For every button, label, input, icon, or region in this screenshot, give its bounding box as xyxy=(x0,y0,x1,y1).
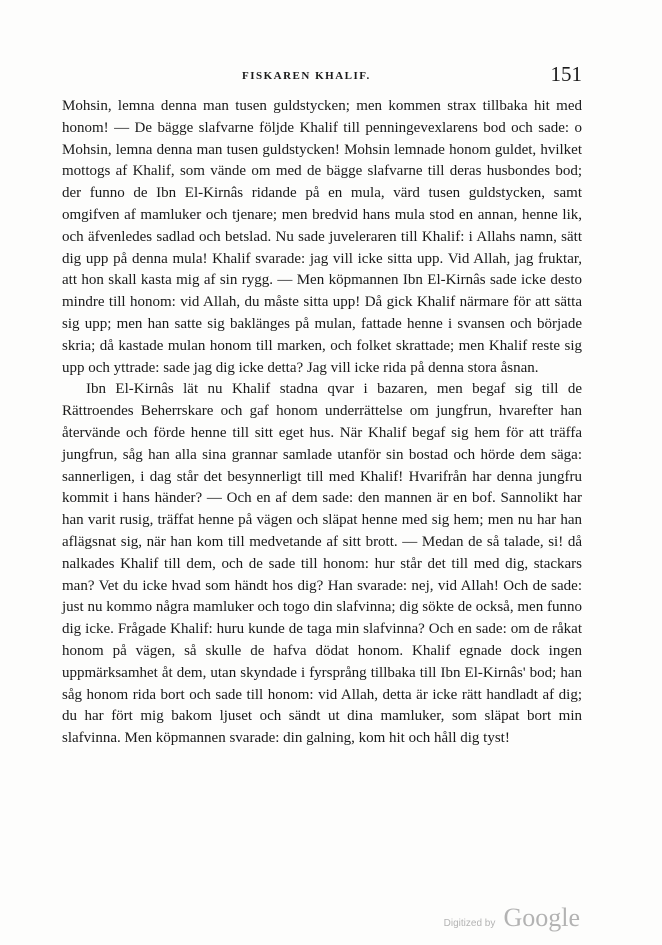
page-number: 151 xyxy=(550,62,582,86)
running-title: FISKAREN KHALIF. xyxy=(242,70,371,82)
running-head xyxy=(62,62,582,88)
paragraph: Mohsin, lemna denna man tusen guldstycken; men kommen strax tillbaka hit med honom! — De bägge slafvarne följde Khalif till penningevexlarens bod och sade: o Mohsin, lemna denna man tusen guldstycken! Mohsin lemnade honom guldet, hvilket mottogs af Khalif, som vände om med de bägge slafvarne till deras husbondes bod; der funno de Ibn El-Kirnâs ridande på en mula, värd tusen guldstycken, samt omgifven af mamluker och tjenare; men bredvid hans mula stod en annan, henne lik, och äfvenledes sadlad och betslad. Nu sade juveleraren till Khalif: i Allahs namn, sätt dig upp på denna mula! Khalif svarade: jag vill icke sitta upp. Vid Allah, jag fruktar, att hon skall kasta mig af sin rygg. — Men köpmannen Ibn El-Kirnâs sade icke desto mindre till honom: vid Allah, du måste sitta upp! Då gick Khalif närmare för att sätta sig upp; men han satte sig baklänges på mulan, fattade henne i svansen och började skria; då kastade mulan honom till marken, och folket skrattade; men Khalif reste sig upp och yttrade: sade jag dig icke detta? Jag vill icke rida på denna stora åsnan. xyxy=(62,98,582,376)
google-logo: Google xyxy=(503,903,580,932)
paragraph: Ibn El-Kirnâs lät nu Khalif stadna qvar i bazaren, men begaf sig till de Rättroendes Beherrskare och gaf honom underrättelse om jungfrun, hvarefter han återvände och förde henne till sitt eget hus. När Khalif begaf sig hem för att träffa jungfrun, såg han alla sina grannar samlade utanför sin bostad och hörde dem säga: sannerligen, i dag står det besynnerligt till med Khalif! Hvarifrån har denna jungfru kommit i hans händer? — Och en af dem sade: den mannen är en bof. Sannolikt har han varit rusig, träffat henne på vägen och släpat henne med sig hem; men nu har han aflägsnat sig, när han kom till medvetande af sitt brott. — Medan de så talade, si! då nalkades Khalif till dem, och de sade till honom: hur står det till med dig, stackars man? Vet du icke hvad som händt hos dig? Han svarade: nej, vid Allah! Och de sade: just nu kommo några mamluker och togo din slafvinna; dig sökte de också, men funno dig icke. Frågade Khalif: huru kunde de taga min slafvinna? Och en sade: om de råkat honom på vägen, så skulle de hafva dödat honom. Khalif egnade dock ingen uppmärksamhet åt dem, utan skyndade i fyrsprång tillbaka till Ibn El-Kirnâs' bod; han såg honom rida bort och sade till honom: vid Allah, detta är icke rätt handladt af dig; du har fört mig bakom ljuset och sändt ut dina mamluker, som släpat bort min slafvinna. Men köpmannen svarade: din galning, kom hit och håll dig tyst! xyxy=(62,381,582,747)
body-text xyxy=(62,96,582,750)
digitized-by-google-watermark xyxy=(444,903,580,933)
watermark-prefix: Digitized by xyxy=(443,918,496,929)
